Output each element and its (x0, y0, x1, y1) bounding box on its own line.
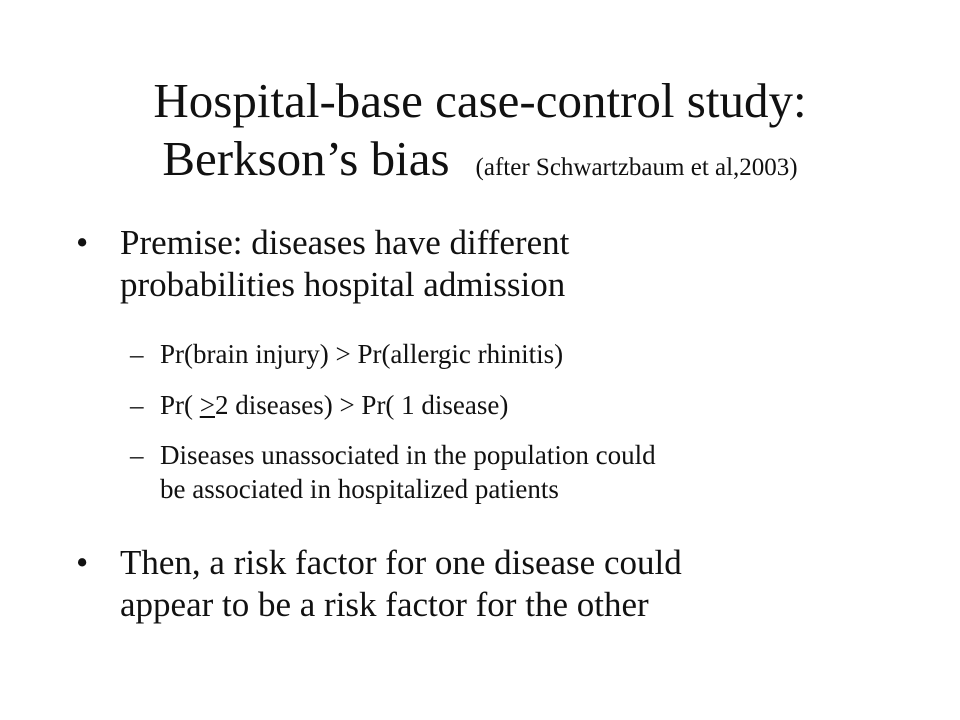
bullet-text (120, 542, 910, 626)
slide-title-line-1 (0, 72, 960, 130)
sub-line: be associated in hospitalized patients (160, 474, 559, 504)
bullet-line: appear to be a risk factor for the other (120, 585, 649, 624)
sub-text-pre: Pr( (160, 390, 200, 420)
sub-marker: – (130, 390, 144, 420)
title-text-2: Berkson’s bias (162, 131, 450, 186)
bullet-line: Then, a risk factor for one disease could (120, 543, 682, 582)
title-citation: (after Schwartzbaum et al,2003) (475, 154, 798, 181)
title-text-1: Hospital-base case-control study: (153, 73, 807, 128)
sub-text (160, 438, 850, 506)
sub-text-underlined: > (199, 390, 215, 420)
bullet-marker: • (76, 223, 89, 262)
slide-title-line-2 (0, 130, 960, 197)
bullet-line: Premise: diseases have different (120, 223, 570, 262)
sub-marker: – (130, 339, 144, 369)
sub-text: Pr(brain injury) > Pr(allergic rhinitis) (160, 339, 564, 369)
bullet-text (120, 222, 910, 306)
sub-marker: – (130, 440, 144, 470)
sub-text-post: 2 diseases) > Pr( 1 disease) (214, 390, 509, 420)
sub-line: Diseases unassociated in the population could (160, 440, 656, 470)
bullet-line: probabilities hospital admission (120, 265, 566, 304)
sub-text (160, 388, 850, 422)
bullet-marker: • (76, 543, 89, 582)
